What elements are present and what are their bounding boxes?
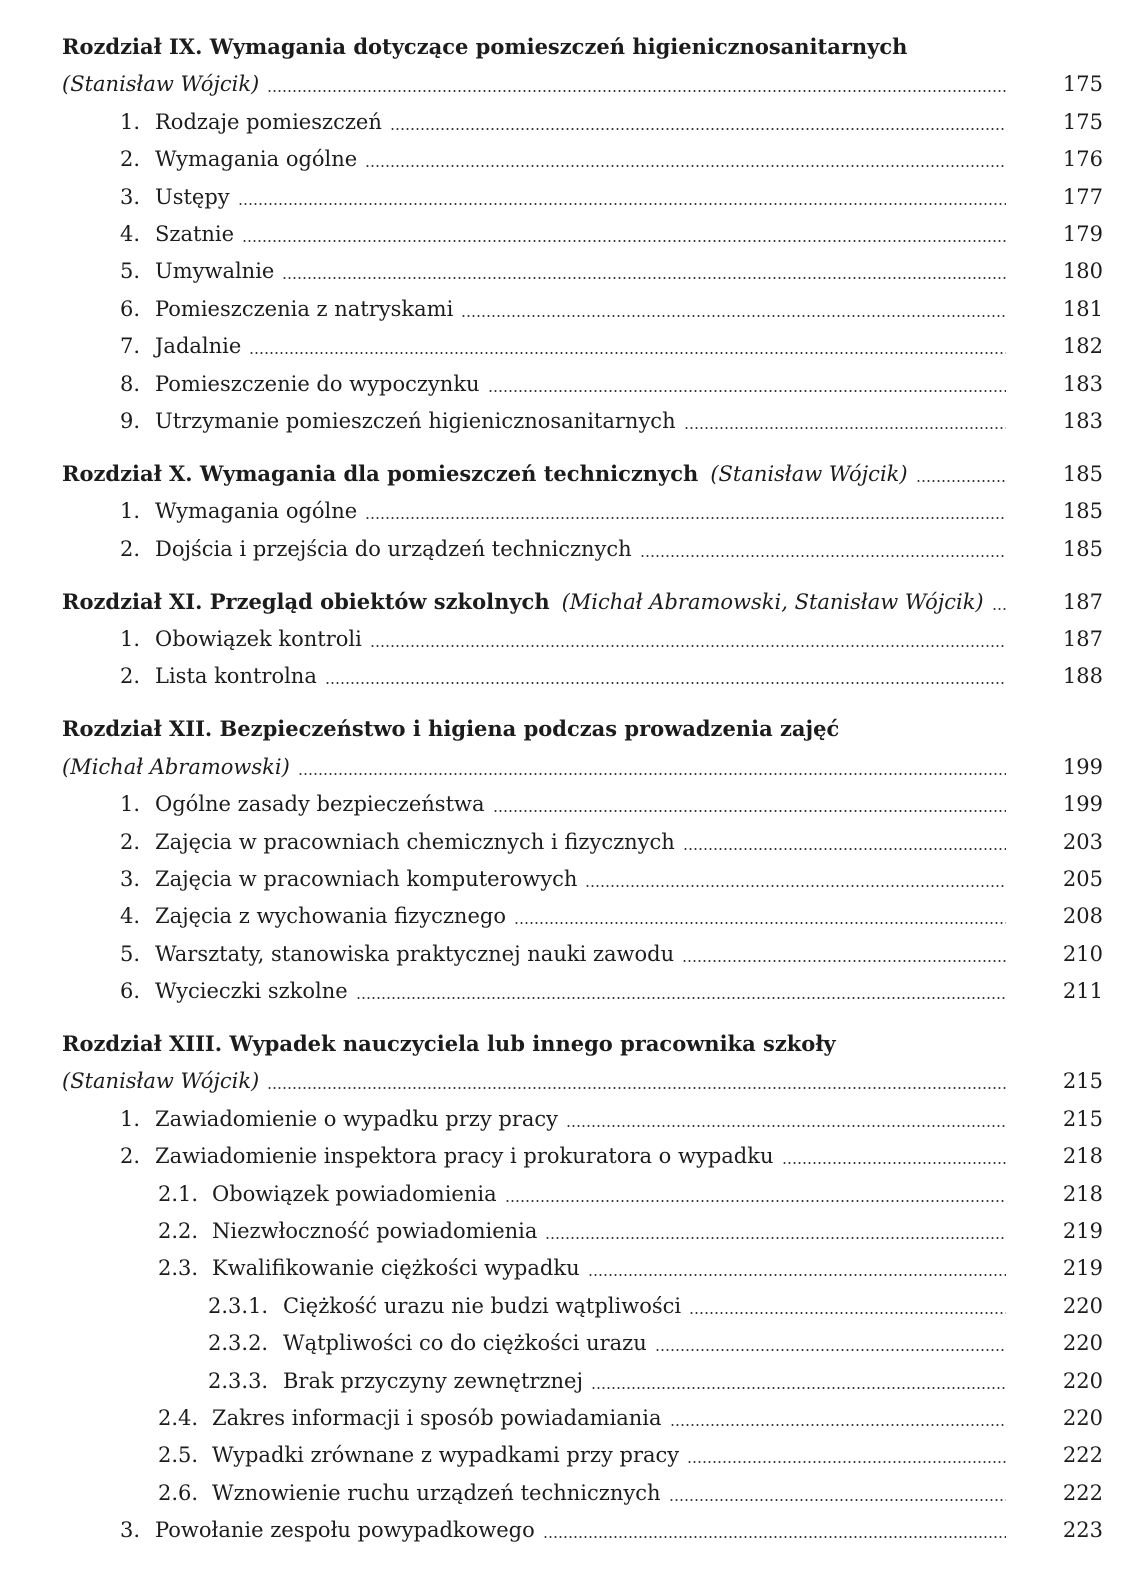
toc-item-number: 1.: [120, 499, 141, 524]
page-number: 211: [1062, 979, 1103, 1004]
page-number: 177: [1062, 184, 1103, 209]
toc-line-item: [0, 1102, 1146, 1136]
toc-item-title: Pomieszczenie do wypoczynku: [155, 371, 480, 396]
dot-leader: [461, 315, 1006, 317]
dot-leader: [588, 1274, 1006, 1276]
page-number: 223: [1062, 1518, 1103, 1543]
page-number: 208: [1062, 904, 1103, 929]
dot-leader: [669, 1499, 1006, 1501]
dot-leader: [365, 165, 1006, 167]
toc-item-title: Brak przyczyny zewnętrznej: [283, 1368, 583, 1393]
toc-item-number: 4.: [120, 904, 141, 929]
toc-item-number: 1.: [120, 792, 141, 817]
toc-item-number: 2.4.: [158, 1406, 199, 1430]
dot-leader: [325, 682, 1006, 684]
toc-line-item: [0, 142, 1146, 176]
toc-item-number: 2.3.1.: [208, 1293, 269, 1318]
page-number: 203: [1062, 829, 1103, 854]
dot-leader: [356, 997, 1006, 999]
toc-line-item: [0, 180, 1146, 214]
toc-item-number: 2.: [120, 829, 141, 854]
toc-item-number: 2.3.3.: [208, 1368, 269, 1393]
dot-leader: [267, 1087, 1006, 1089]
chapter-author: (Stanisław Wójcik): [710, 461, 908, 486]
toc-line-item: [0, 494, 1146, 528]
toc-item-number: 4.: [120, 222, 141, 246]
toc-line-item: [0, 862, 1146, 896]
toc-item-number: 2.: [120, 1144, 141, 1169]
toc-line-item: [0, 1364, 1146, 1398]
toc-item-title: Utrzymanie pomieszczeń higienicznosanitarnych: [155, 409, 676, 433]
page-number: 179: [1062, 222, 1103, 246]
toc-line-item: [0, 292, 1146, 326]
toc-item-title: Wznowienie ruchu urządzeń technicznych: [212, 1480, 661, 1505]
toc-line-head: [0, 1027, 1146, 1061]
toc-line-item: [0, 217, 1146, 251]
toc-item-number: 2.3.2.: [208, 1331, 269, 1356]
chapter-author: (Stanisław Wójcik): [62, 1069, 260, 1094]
toc-item-number: 1.: [120, 109, 141, 134]
toc-item-number: 5.: [120, 259, 141, 284]
page-number: 210: [1062, 941, 1103, 966]
dot-leader: [298, 773, 1006, 775]
toc-item-title: Zawiadomienie o wypadku przy pracy: [155, 1106, 559, 1131]
toc-line-item: [0, 659, 1146, 693]
dot-leader: [390, 128, 1006, 130]
toc-item-title: Jadalnie: [155, 334, 242, 359]
dot-leader: [238, 203, 1006, 205]
toc-item-title: Lista kontrolna: [155, 664, 317, 689]
chapter-title: Rozdział XIII. Wypadek nauczyciela lub innego pracownika szkoły: [62, 1031, 836, 1056]
toc-item-number: 3.: [120, 184, 141, 209]
dot-leader: [684, 427, 1006, 429]
toc-line-item: [0, 329, 1146, 363]
toc-line-item: [0, 404, 1146, 438]
toc-line-item: [0, 1214, 1146, 1248]
toc-line-item: [0, 937, 1146, 971]
toc-item-number: 5.: [120, 941, 141, 966]
dot-leader: [689, 1312, 1006, 1314]
toc-item-title: Zajęcia w pracowniach komputerowych: [155, 866, 578, 891]
page-number: 185: [1062, 499, 1103, 524]
toc-item-number: 2.: [120, 536, 141, 561]
toc-line-item: [0, 1326, 1146, 1360]
chapter-author: (Michał Abramowski): [62, 754, 290, 779]
page-number: 180: [1062, 259, 1103, 284]
toc-item-number: 6.: [120, 979, 141, 1004]
toc-line-head: [0, 712, 1146, 746]
dot-leader: [242, 240, 1006, 242]
toc-item-title: Umywalnie: [155, 259, 275, 284]
dot-leader: [514, 922, 1006, 924]
dot-leader: [282, 277, 1006, 279]
page-number: 222: [1062, 1443, 1103, 1468]
toc-line-head: [0, 585, 1146, 619]
toc-item-title: Warsztaty, stanowiska praktycznej nauki zawodu: [155, 941, 675, 966]
page-number: 199: [1062, 754, 1103, 779]
toc-item-title: Pomieszczenia z natryskami: [155, 296, 454, 321]
toc-item-title: Wypadki zrównane z wypadkami przy pracy: [212, 1443, 680, 1468]
toc-item-title: Wymagania ogólne: [155, 147, 358, 172]
toc-item-title: Zakres informacji i sposób powiadamiania: [212, 1406, 662, 1430]
dot-leader: [249, 352, 1006, 354]
toc-item-title: Rodzaje pomieszczeń: [155, 109, 382, 134]
page-number: 218: [1062, 1144, 1103, 1169]
dot-leader: [916, 480, 1006, 482]
toc-line-item: [0, 1401, 1146, 1435]
toc-line-head: [0, 457, 1146, 491]
page-number: 182: [1062, 334, 1103, 359]
toc-item-title: Zajęcia w pracowniach chemicznych i fizycznych: [155, 829, 675, 854]
toc-item-number: 2.1.: [158, 1181, 199, 1206]
toc-item-title: Wycieczki szkolne: [155, 979, 348, 1004]
chapter-title: Rozdział X. Wymagania dla pomieszczeń technicznych: [62, 460, 699, 486]
toc-line-item: [0, 105, 1146, 139]
toc-line-item: [0, 1139, 1146, 1173]
dot-leader: [488, 390, 1006, 392]
toc-line-auth: [0, 67, 1146, 101]
toc-item-title: Powołanie zespołu powypadkowego: [155, 1518, 535, 1543]
toc-item-number: 1.: [120, 627, 141, 651]
toc-item-title: Obowiązek powiadomienia: [212, 1181, 497, 1206]
chapter-title: Rozdział XI. Przegląd obiektów szkolnych: [62, 588, 550, 614]
toc-item-title: Zajęcia z wychowania fizycznego: [155, 904, 506, 929]
toc-item-title: Dojścia i przejścia do urządzeń technicznych: [155, 536, 632, 561]
dot-leader: [670, 1424, 1006, 1426]
dot-leader: [687, 1461, 1006, 1463]
page-number: 222: [1062, 1480, 1103, 1505]
toc-line-item: [0, 1438, 1146, 1472]
dot-leader: [640, 555, 1006, 557]
page-number: 175: [1062, 109, 1103, 134]
toc-item-title: Zawiadomienie inspektora pracy i prokuratora o wypadku: [155, 1144, 774, 1169]
page-number: 185: [1062, 461, 1103, 486]
page-number: 181: [1062, 296, 1103, 321]
toc-item-title: Wymagania ogólne: [155, 499, 358, 524]
toc-item-title: Kwalifikowanie ciężkości wypadku: [212, 1256, 580, 1281]
dot-leader: [505, 1200, 1006, 1202]
toc-line-auth: [0, 750, 1146, 784]
chapter-author: (Stanisław Wójcik): [62, 72, 260, 97]
toc-line-item: [0, 1251, 1146, 1285]
dot-leader: [682, 960, 1006, 962]
toc-item-number: 7.: [120, 334, 141, 359]
dot-leader: [566, 1125, 1006, 1127]
toc-line-head: [0, 30, 1146, 64]
toc-item-number: 8.: [120, 371, 141, 396]
toc-line-item: [0, 1476, 1146, 1510]
page-number: 205: [1062, 866, 1103, 891]
toc-item-title: Ogólne zasady bezpieczeństwa: [155, 792, 485, 817]
dot-leader: [585, 885, 1006, 887]
chapter-title: Rozdział XII. Bezpieczeństwo i higiena podczas prowadzenia zajęć: [62, 716, 840, 742]
toc-item-title: Niezwłoczność powiadomienia: [212, 1219, 538, 1243]
dot-leader: [543, 1536, 1006, 1538]
page-number: 176: [1062, 147, 1103, 172]
dot-leader: [493, 810, 1006, 812]
chapter-author: (Michał Abramowski, Stanisław Wójcik): [561, 589, 984, 614]
page-number: 220: [1062, 1368, 1103, 1393]
dot-leader: [365, 517, 1006, 519]
page-number: 218: [1062, 1181, 1103, 1206]
toc-line-item: [0, 787, 1146, 821]
toc-line-item: [0, 1289, 1146, 1323]
toc-item-number: 2.2.: [158, 1219, 199, 1243]
toc-item-title: Ustępy: [155, 184, 230, 209]
toc-item-number: 6.: [120, 296, 141, 321]
page-number: 187: [1062, 589, 1103, 614]
toc-item-number: 3.: [120, 866, 141, 891]
page-number: 183: [1062, 371, 1103, 396]
dot-leader: [655, 1349, 1006, 1351]
chapter-title: Rozdział IX. Wymagania dotyczące pomieszczeń higienicznosanitarnych: [62, 34, 908, 59]
dot-leader: [545, 1237, 1006, 1239]
toc-line-item: [0, 1513, 1146, 1547]
page-number: 185: [1062, 536, 1103, 561]
dot-leader: [992, 608, 1006, 610]
toc-line-item: [0, 825, 1146, 859]
page-number: 175: [1062, 72, 1103, 97]
toc-line-auth: [0, 1064, 1146, 1098]
page-number: 187: [1062, 627, 1103, 651]
toc-item-number: 1.: [120, 1106, 141, 1131]
toc-item-number: 9.: [120, 409, 141, 433]
page-number: 199: [1062, 792, 1103, 817]
toc-item-number: 2.6.: [158, 1480, 199, 1505]
toc-item-title: Wątpliwości co do ciężkości urazu: [283, 1331, 647, 1356]
toc-item-title: Ciężkość urazu nie budzi wątpliwości: [283, 1293, 682, 1318]
page-number: 215: [1062, 1106, 1103, 1131]
dot-leader: [782, 1162, 1006, 1164]
toc-line-item: [0, 367, 1146, 401]
page-number: 183: [1062, 409, 1103, 433]
dot-leader: [370, 645, 1006, 647]
toc-item-number: 3.: [120, 1518, 141, 1543]
page-number: 215: [1062, 1069, 1103, 1094]
page-number: 188: [1062, 664, 1103, 689]
page-number: 220: [1062, 1406, 1103, 1430]
toc-line-item: [0, 532, 1146, 566]
page-number: 220: [1062, 1293, 1103, 1318]
toc-item-title: Szatnie: [155, 222, 235, 246]
toc-item-number: 2.3.: [158, 1256, 199, 1281]
toc-item-title: Obowiązek kontroli: [155, 627, 362, 651]
toc-item-number: 2.: [120, 147, 141, 172]
toc-line-item: [0, 899, 1146, 933]
toc-item-number: 2.5.: [158, 1443, 199, 1468]
toc-line-item: [0, 1177, 1146, 1211]
toc-line-item: [0, 974, 1146, 1008]
page-number: 219: [1062, 1256, 1103, 1281]
page-number: 219: [1062, 1219, 1103, 1243]
toc-line-item: [0, 622, 1146, 656]
dot-leader: [591, 1387, 1006, 1389]
page-number: 220: [1062, 1331, 1103, 1356]
dot-leader: [267, 90, 1006, 92]
dot-leader: [683, 848, 1006, 850]
toc-item-number: 2.: [120, 664, 141, 689]
toc-line-item: [0, 254, 1146, 288]
